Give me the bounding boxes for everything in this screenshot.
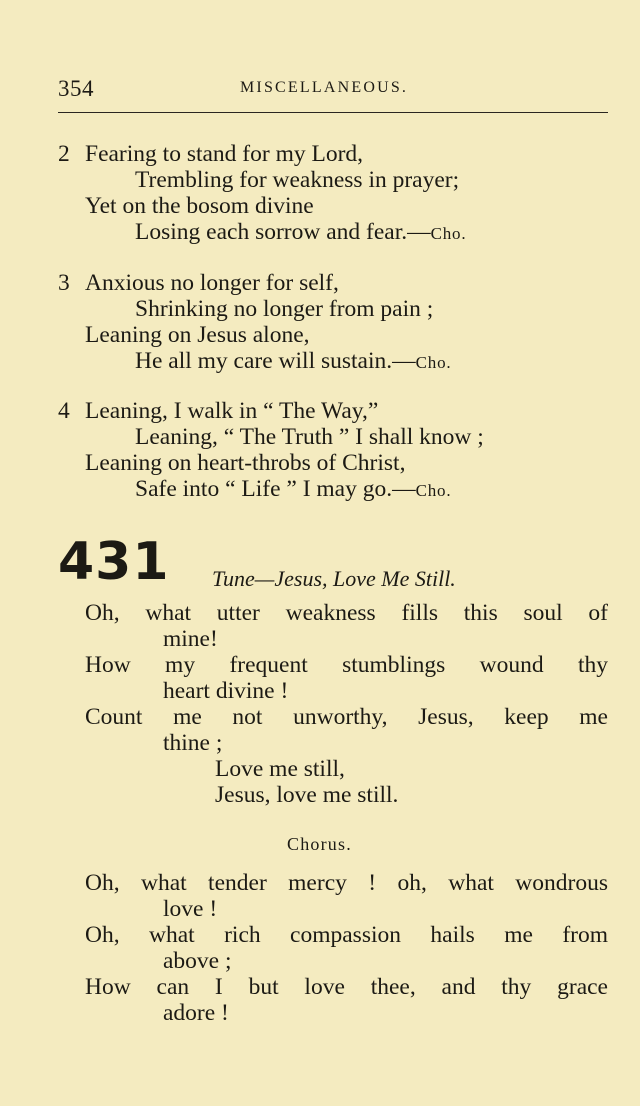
header-rule (58, 112, 608, 113)
verse-line: Anxious no longer for self, (85, 270, 339, 296)
hymn-chorus (85, 870, 608, 1026)
stanza-line: heart divine ! (163, 678, 289, 704)
verse-line: Losing each sorrow and fear.—Cho. (135, 219, 467, 245)
chorus-cue: Cho. (415, 353, 452, 372)
verse-4 (58, 398, 484, 504)
stanza-line: mine! (163, 626, 218, 652)
stanza-line: Oh, what utter weakness fills this soul of (85, 600, 608, 626)
chorus-heading: Chorus. (287, 834, 352, 854)
verse-line: Leaning on heart-throbs of Christ, (85, 450, 406, 476)
chorus-line: How can I but love thee, and thy grace (85, 974, 608, 1000)
verse-line: Shrinking no longer from pain ; (135, 296, 434, 322)
hymn-number: 431 (58, 532, 170, 592)
verse-line: Leaning, “ The Truth ” I shall know ; (135, 424, 484, 450)
stanza-line: thine ; (163, 730, 223, 756)
chorus-line: love ! (163, 896, 218, 922)
verse-line: Trembling for weakness in prayer; (135, 167, 460, 193)
section-title: MISCELLANEOUS. (240, 79, 409, 96)
refrain-line: Jesus, love me still. (215, 782, 399, 808)
verse-line: He all my care will sustain.—Cho. (135, 348, 452, 374)
chorus-line: Oh, what tender mercy ! oh, what wondrous (85, 870, 608, 896)
chorus-line: above ; (163, 948, 232, 974)
verse-line: Yet on the bosom divine (85, 193, 314, 219)
verse-3 (58, 270, 451, 376)
verse-number: 3 (58, 270, 70, 296)
stanza-line: How my frequent stumblings wound thy (85, 652, 608, 678)
verse-line: Safe into “ Life ” I may go.—Cho. (135, 476, 452, 502)
refrain-line: Love me still, (215, 756, 345, 782)
verse-2 (58, 141, 466, 247)
verse-number: 4 (58, 398, 70, 424)
chorus-cue: Cho. (430, 224, 467, 243)
tune-name: Tune—Jesus, Love Me Still. (212, 566, 456, 591)
stanza-line: Count me not unworthy, Jesus, keep me (85, 704, 608, 730)
page-number: 354 (58, 76, 94, 101)
hymn-stanza (85, 600, 608, 808)
verse-line: Fearing to stand for my Lord, (85, 141, 364, 167)
verse-line: Leaning on Jesus alone, (85, 322, 310, 348)
verse-number: 2 (58, 141, 70, 167)
chorus-line: adore ! (163, 1000, 229, 1026)
chorus-cue: Cho. (415, 481, 452, 500)
verse-line: Leaning, I walk in “ The Way,” (85, 398, 379, 424)
chorus-line: Oh, what rich compassion hails me from (85, 922, 608, 948)
